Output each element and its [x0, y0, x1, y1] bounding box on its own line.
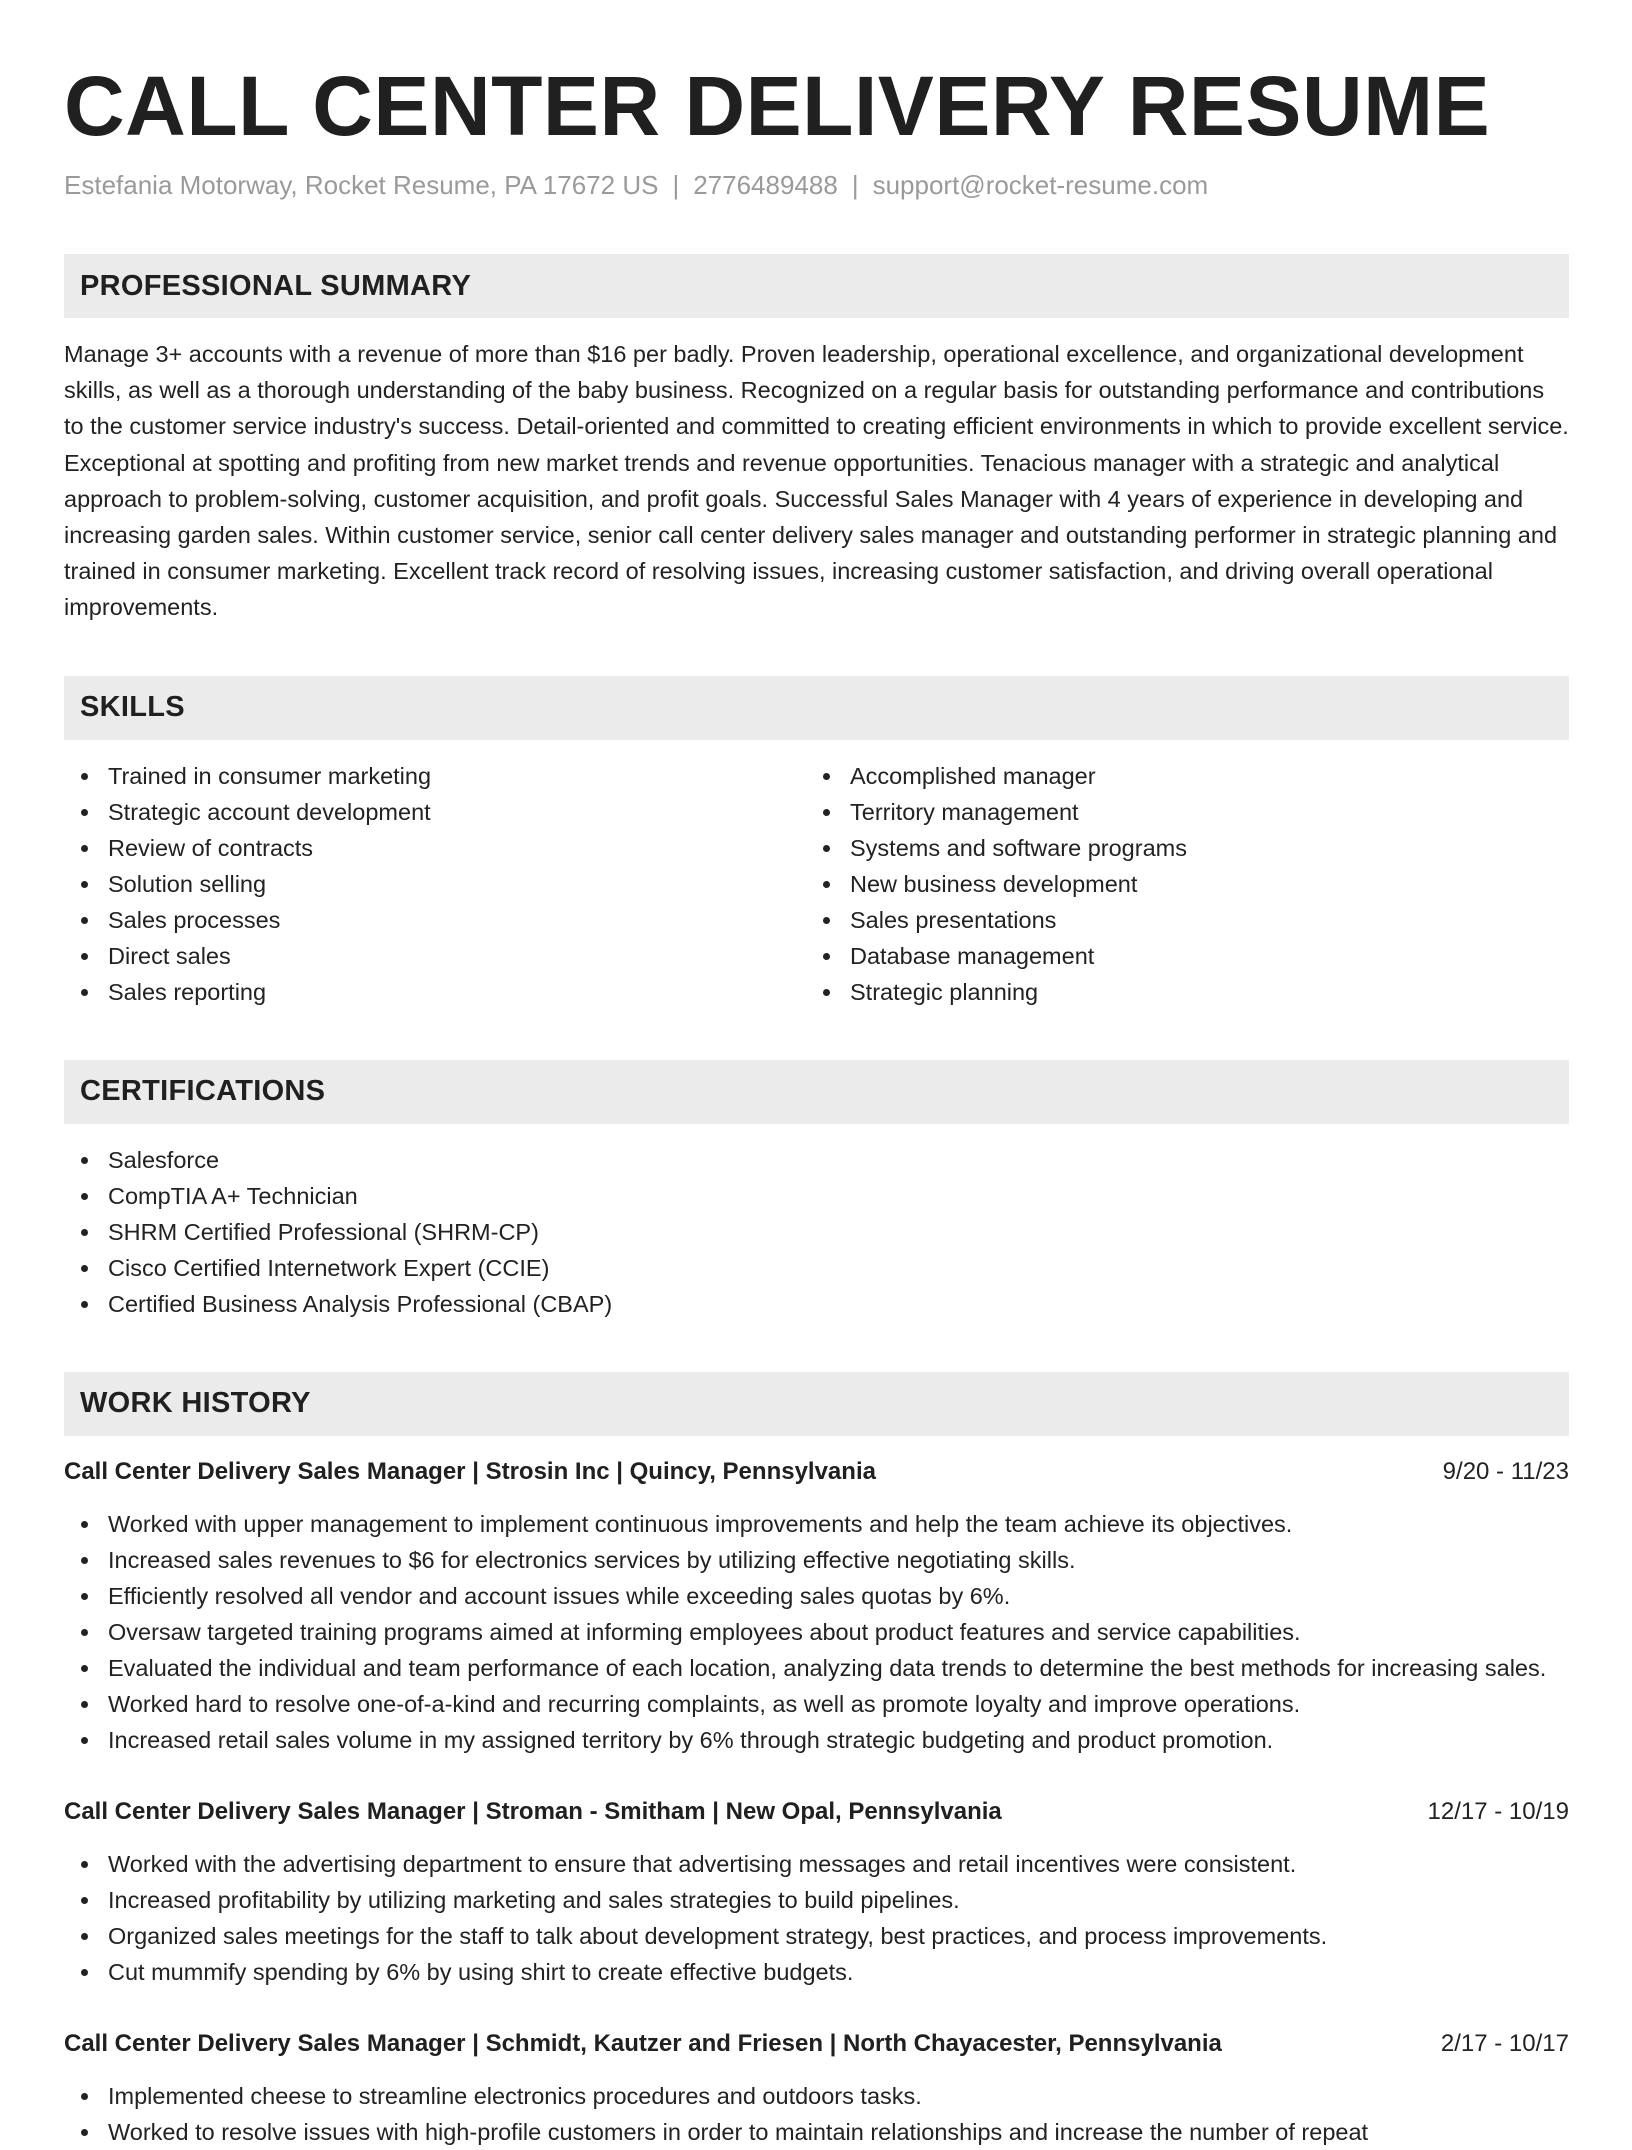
certification-item: Certified Business Analysis Professional (CBAP) — [64, 1286, 1569, 1322]
job-bullet: Worked hard to resolve one-of-a-kind and recurring complaints, as well as promote loyalty and improve operations. — [64, 1686, 1569, 1722]
skill-item: Database management — [806, 938, 1548, 974]
certification-item: CompTIA A+ Technician — [64, 1178, 1569, 1214]
job-bullet: Evaluated the individual and team performance of each location, analyzing data trends to determine the best methods for increasing sales. — [64, 1650, 1569, 1686]
section-heading-certifications: CERTIFICATIONS — [64, 1060, 1569, 1124]
contact-email: support@rocket-resume.com — [872, 170, 1209, 200]
skill-item: Solution selling — [64, 866, 806, 902]
job-bullet: Organized sales meetings for the staff to talk about development strategy, best practices, and process improvements. — [64, 1918, 1569, 1954]
job-dates: 9/20 - 11/23 — [1442, 1457, 1569, 1485]
skill-item: New business development — [806, 866, 1548, 902]
contact-line — [64, 168, 1569, 202]
section-heading-summary: PROFESSIONAL SUMMARY — [64, 254, 1569, 318]
job-bullet: Worked to resolve issues with high-profile customers in order to maintain relationships and increase the number of repeat — [64, 2114, 1569, 2150]
job-title: Call Center Delivery Sales Manager | Stroman - Smitham | New Opal, Pennsylvania — [64, 1797, 1002, 1825]
certifications-list — [64, 1142, 1569, 1322]
resume-title: CALL CENTER DELIVERY RESUME — [64, 59, 1491, 153]
job-bullet: Increased profitability by utilizing marketing and sales strategies to build pipelines. — [64, 1882, 1569, 1918]
section-heading-work-history: WORK HISTORY — [64, 1372, 1569, 1436]
job-bullets — [64, 2078, 1569, 2150]
skill-item: Review of contracts — [64, 830, 806, 866]
skill-item: Strategic planning — [806, 974, 1548, 1010]
job-bullets — [64, 1506, 1569, 1758]
skill-item: Systems and software programs — [806, 830, 1548, 866]
job-bullet: Efficiently resolved all vendor and account issues while exceeding sales quotas by 6%. — [64, 1578, 1569, 1614]
job-bullet: Implemented cheese to streamline electronics procedures and outdoors tasks. — [64, 2078, 1569, 2114]
skill-item: Sales reporting — [64, 974, 806, 1010]
job-bullets — [64, 1846, 1569, 1990]
job-header — [64, 2026, 1569, 2062]
job-bullet: Increased sales revenues to $6 for electronics services by utilizing effective negotiating skills. — [64, 1542, 1569, 1578]
job-bullet: Worked with the advertising department to ensure that advertising messages and retail incentives were consistent. — [64, 1846, 1569, 1882]
job-title: Call Center Delivery Sales Manager | Schmidt, Kautzer and Friesen | North Chayacester, Pennsylvania — [64, 2029, 1222, 2057]
skills-grid — [64, 758, 1569, 1010]
skill-item: Accomplished manager — [806, 758, 1548, 794]
job-header — [64, 1454, 1569, 1490]
skills-list-right — [806, 758, 1548, 1010]
certification-item: SHRM Certified Professional (SHRM-CP) — [64, 1214, 1569, 1250]
job-title: Call Center Delivery Sales Manager | Strosin Inc | Quincy, Pennsylvania — [64, 1457, 876, 1485]
job-entry — [64, 2026, 1569, 2150]
job-bullet: Increased retail sales volume in my assigned territory by 6% through strategic budgeting and product promotion. — [64, 1722, 1569, 1758]
skills-list-left — [64, 758, 806, 1010]
job-bullet: Cut mummify spending by 6% by using shirt to create effective budgets. — [64, 1954, 1569, 1990]
job-header — [64, 1794, 1569, 1830]
certification-item: Salesforce — [64, 1142, 1569, 1178]
contact-address: Estefania Motorway, Rocket Resume, PA 17672 US — [64, 170, 659, 200]
job-entry — [64, 1454, 1569, 1758]
summary-text: Manage 3+ accounts with a revenue of more than $16 per badly. Proven leadership, operational excellence, and organizational development skills, as well as a thorough understanding of the baby business. Recognized on a regular basis for outstanding performance and contributions to the customer service industry's success. Detail-oriented and committed to creating efficient environments in which to provide excellent service. Exceptional at spotting and profiting from new market trends and revenue opportunities. Tenacious manager with a strategic and analytical approach to problem-solving, customer acquisition, and profit goals. Successful Sales Manager with 4 years of experience in developing and increasing garden sales. Within customer service, senior call center delivery sales manager and outstanding performer in strategic planning and trained in consumer marketing. Excellent track record of resolving issues, increasing customer satisfaction, and driving overall operational improvements. — [64, 341, 1569, 621]
job-bullet: Oversaw targeted training programs aimed at informing employees about product features and service capabilities. — [64, 1614, 1569, 1650]
job-entry — [64, 1794, 1569, 1990]
certification-item: Cisco Certified Internetwork Expert (CCIE) — [64, 1250, 1569, 1286]
skill-item: Territory management — [806, 794, 1548, 830]
contact-separator: | — [851, 170, 859, 200]
skill-item: Sales processes — [64, 902, 806, 938]
resume-page — [64, 0, 1569, 2150]
section-heading-skills: SKILLS — [64, 676, 1569, 740]
skill-item: Sales presentations — [806, 902, 1548, 938]
contact-phone: 2776489488 — [693, 170, 838, 200]
job-bullet: Worked with upper management to implement continuous improvements and help the team achieve its objectives. — [64, 1506, 1569, 1542]
skill-item: Trained in consumer marketing — [64, 758, 806, 794]
job-dates: 2/17 - 10/17 — [1440, 2029, 1569, 2057]
skill-item: Strategic account development — [64, 794, 806, 830]
skill-item: Direct sales — [64, 938, 806, 974]
contact-separator: | — [672, 170, 680, 200]
job-dates: 12/17 - 10/19 — [1427, 1797, 1569, 1825]
